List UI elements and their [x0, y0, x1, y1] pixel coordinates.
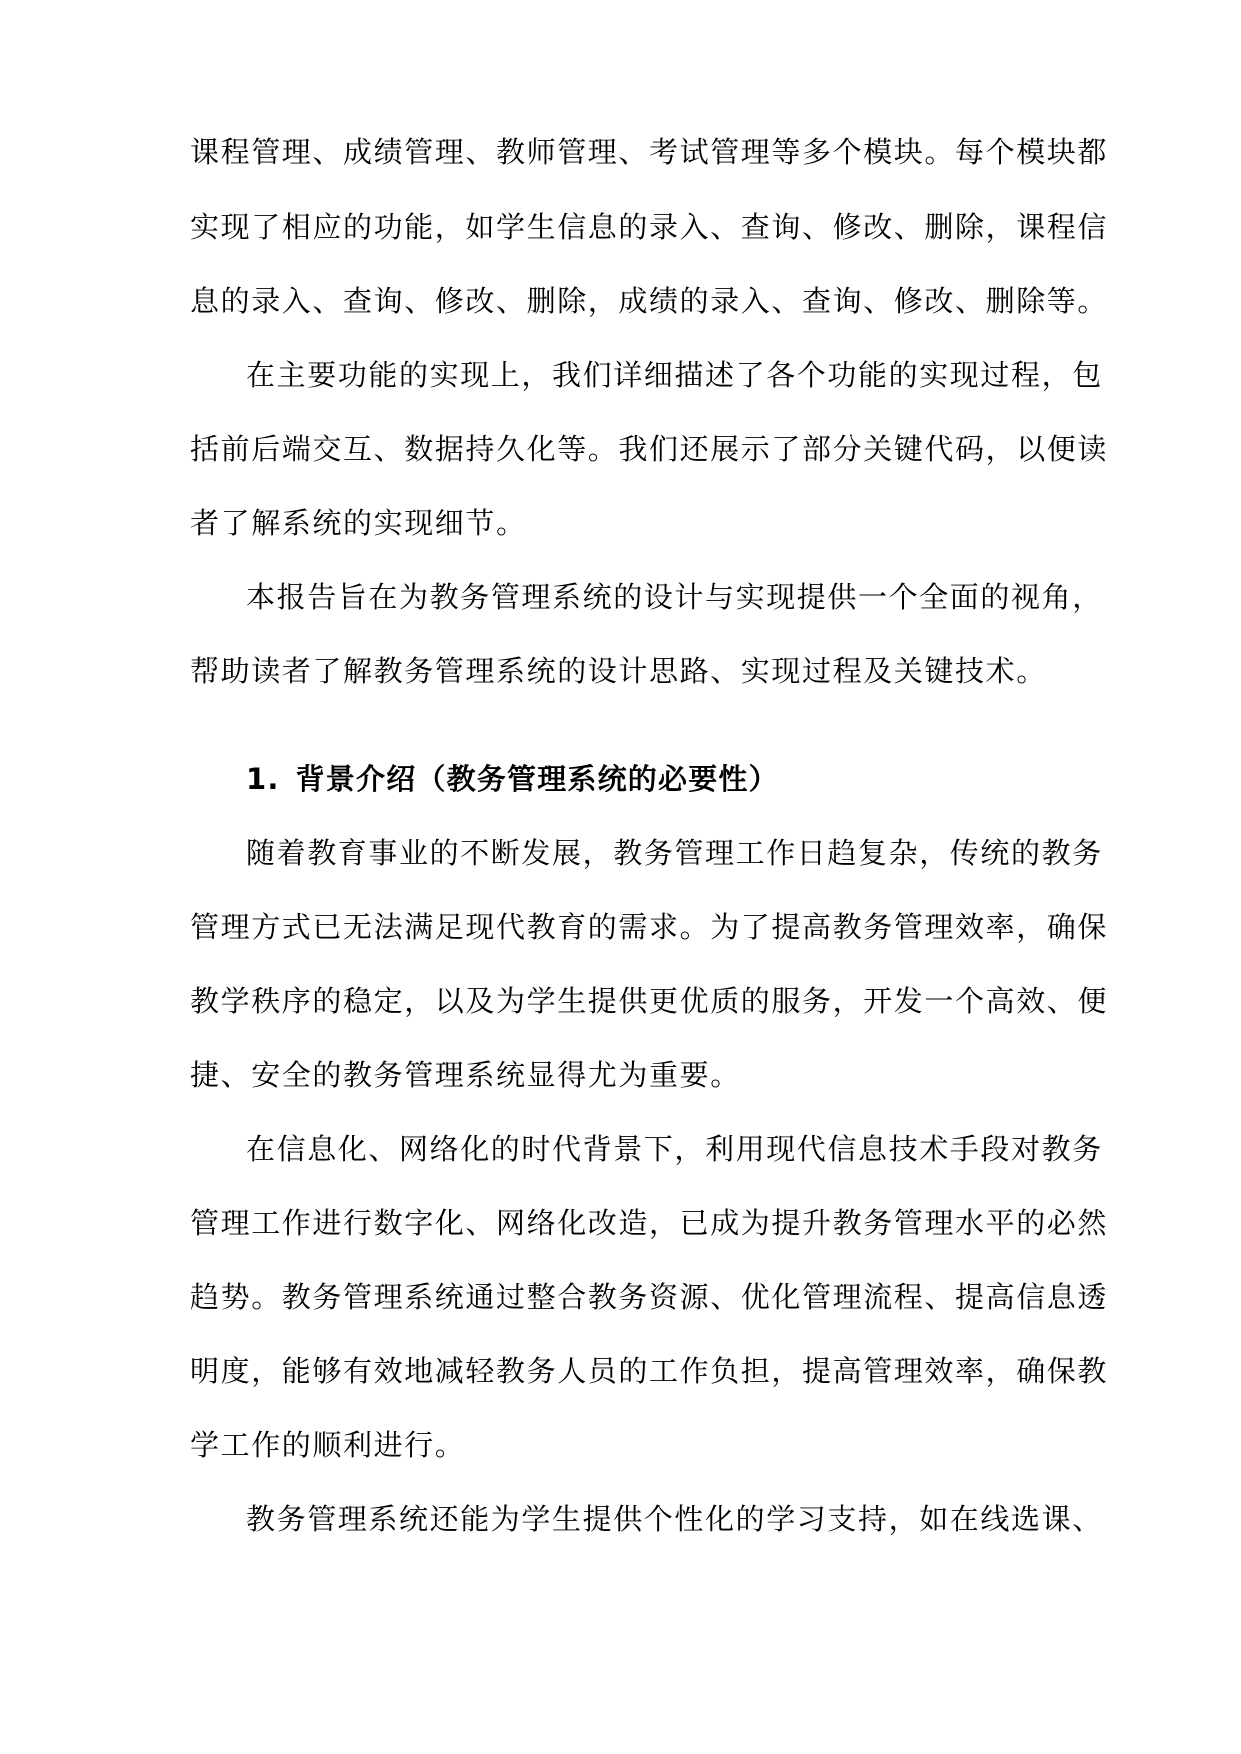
paragraph-3-line-1: 本报告旨在为教务管理系统的设计与实现提供一个全面的视角，	[246, 580, 1103, 614]
paragraph-2-line-3: 者了解系统的实现细节。	[190, 506, 527, 540]
section-paragraph-2-line-2: 管理工作进行数字化、网络化改造，已成为提升教务管理水平的必然	[190, 1206, 1109, 1240]
paragraph-1-line-3: 息的录入、查询、修改、删除，成绩的录入、查询、修改、删除等。	[190, 284, 1109, 318]
section-paragraph-2-line-1: 在信息化、网络化的时代背景下，利用现代信息技术手段对教务	[246, 1132, 1103, 1166]
section-paragraph-2-line-5: 学工作的顺利进行。	[190, 1428, 466, 1462]
section-paragraph-1-line-4: 捷、安全的教务管理系统显得尤为重要。	[190, 1058, 741, 1092]
section-paragraph-1-line-2: 管理方式已无法满足现代教育的需求。为了提高教务管理效率，确保	[190, 910, 1109, 944]
section-paragraph-2-line-3: 趋势。教务管理系统通过整合教务资源、优化管理流程、提高信息透	[190, 1280, 1109, 1314]
paragraph-1-line-1: 课程管理、成绩管理、教师管理、考试管理等多个模块。每个模块都	[190, 135, 1109, 169]
section-heading	[246, 759, 779, 799]
section-paragraph-1-line-3: 教学秩序的稳定，以及为学生提供更优质的服务，开发一个高效、便	[190, 984, 1109, 1018]
section-paragraph-3-line-1: 教务管理系统还能为学生提供个性化的学习支持，如在线选课、	[246, 1502, 1103, 1536]
section-title: 背景介绍（教务管理系统的必要性）	[295, 762, 779, 796]
section-paragraph-2-line-4: 明度，能够有效地减轻教务人员的工作负担，提高管理效率，确保教	[190, 1354, 1109, 1388]
paragraph-1-line-2: 实现了相应的功能，如学生信息的录入、查询、修改、删除，课程信	[190, 210, 1109, 244]
section-number: 1.	[246, 762, 280, 796]
paragraph-3-line-2: 帮助读者了解教务管理系统的设计思路、实现过程及关键技术。	[190, 654, 1047, 688]
paragraph-2-line-1: 在主要功能的实现上，我们详细描述了各个功能的实现过程，包	[246, 358, 1103, 392]
paragraph-2-line-2: 括前后端交互、数据持久化等。我们还展示了部分关键代码，以便读	[190, 432, 1109, 466]
section-paragraph-1-line-1: 随着教育事业的不断发展，教务管理工作日趋复杂，传统的教务	[246, 836, 1103, 870]
